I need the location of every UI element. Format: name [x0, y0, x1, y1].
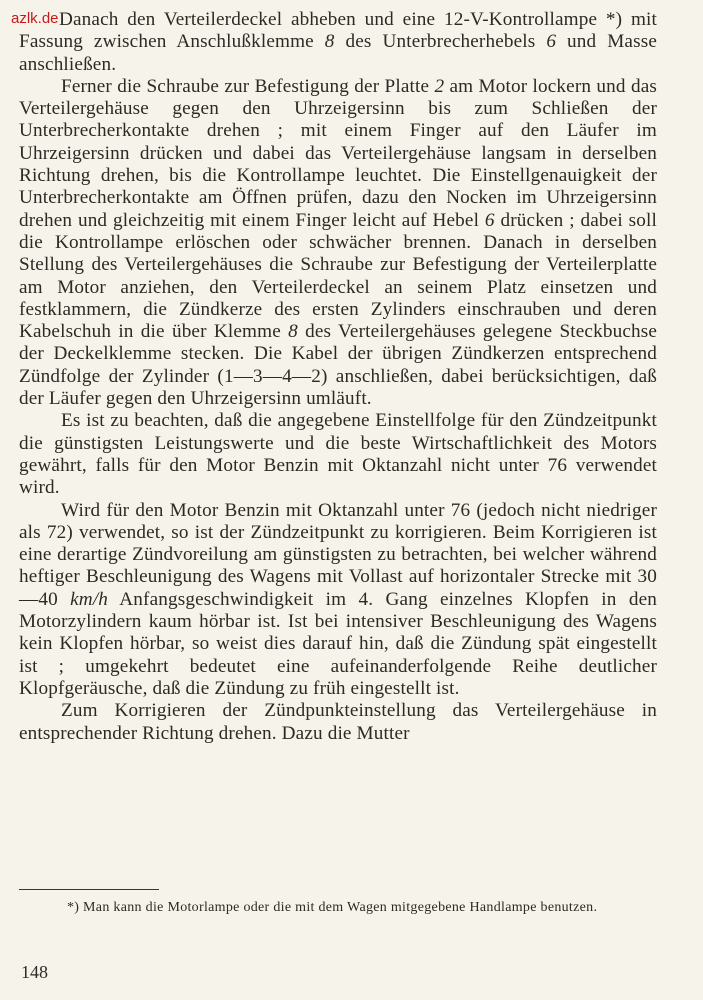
page-number: 148 — [21, 962, 48, 982]
text-run: am Motor lockern und das Verteilergehäuse gegen den Uhrzeigersinn bis zum Schließen der Unterbrecherkontakte drehen ; mit einem Finger auf den Läufer im Uhrzeigersinn drücken und dabei das Verteilergehäuse langsam in derselben Richtung drehen, bis die Kontrollampe leuchtet. Die Einstellgenauigkeit der Unterbrecherkontakte am Öffnen prüfen, dazu den Nocken im Uhrzeigersinn drehen und gleichzeitig mit einem Finger leicht auf Hebel — [19, 75, 657, 231]
italic-text-run: 6 — [546, 31, 557, 53]
text-run: des Unterbrecherhebels — [334, 31, 547, 53]
text-run: Ferner die Schraube zur Befestigung der Platte — [61, 75, 435, 97]
watermark: azlk.de — [11, 10, 59, 27]
paragraph-1-text — [19, 9, 657, 75]
footnote-divider — [19, 889, 159, 890]
italic-text-run: 2 — [434, 75, 445, 97]
text-run: Danach den Verteilerdeckel abheben und eine 12-V-Kontrollampe *) mit Fassung zwischen Anschlußklemme — [19, 9, 657, 53]
footnote: *) Man kann die Motorlampe oder die mit dem Wagen mitgegebene Handlampe benutzen. — [67, 900, 598, 915]
text-run: Es ist zu beachten, daß die angegebene Einstellfolge für den Zündzeitpunkt die günstigsten Leistungswerte und die beste Wirtschaftlichkeit des Motors gewährt, falls für den Motor Benzin mit Oktanzahl nicht unter 76 verwendet wird. — [19, 410, 657, 499]
paragraph-4 — [19, 500, 657, 701]
paragraph-3 — [19, 410, 657, 499]
text-run: Wird für den Motor Benzin mit Oktanzahl unter 76 (jedoch nicht niedriger als 72) verwendet, so ist der Zündzeitpunkt zu korrigieren. Beim Korrigieren ist eine derartige Zündvoreilung am günstigsten zu betrachten, bei welcher während heftiger Beschleunigung des Wagens mit Vollast auf horizontaler Strecke mit 30—40 — [19, 499, 657, 610]
italic-text-run: km/h — [70, 588, 109, 610]
italic-text-run: 6 — [484, 209, 495, 231]
text-run: und Masse anschließen. — [19, 31, 658, 75]
paragraph-2 — [19, 76, 657, 410]
text-run: des Verteilergehäuses gelegene Steckbuchse der Deckelklemme stecken. Die Kabel der übrigen Zündkerzen entsprechend Zündfolge der Zylinder (1—3—4—2) anschließen, dabei berücksichtigen, daß der Läufer gegen den Uhrzeigersinn umläuft. — [19, 321, 658, 410]
text-run: drücken ; dabei soll die Kontrollampe erlöschen oder schwächer brennen. Danach in derselben Stellung des Verteilergehäuses die Schraube zur Befestigung der Verteilerplatte am Motor anziehen, den Verteilerdeckel an seinem Platz einsetzen und festklammern, die Zündkerze des ersten Zylinders einschrauben und deren Kabelschuh in die über Klemme — [19, 209, 657, 343]
paragraph-5 — [19, 700, 657, 745]
paragraph-1 — [19, 9, 657, 76]
italic-text-run: 8 — [324, 31, 335, 53]
text-run: Anfangsgeschwindigkeit im 4. Gang einzelnes Klopfen in den Motorzylindern kaum hörbar ist. Ist bei intensiver Beschleunigung des Wagens kein Klopfen hörbar, so weist dies darauf hin, daß die Zündung spät eingestellt ist ; umgekehrt bedeutet eine aufeinanderfolgende Reihe deutlicher Klopfgeräusche, daß die Zündung zu früh eingestellt ist. — [19, 588, 657, 699]
text-run: Zum Korrigieren der Zündpunkteinstellung das Verteilergehäuse in entsprechender Richtung drehen. Dazu die Mutter — [19, 700, 657, 744]
italic-text-run: 8 — [288, 321, 298, 343]
body-text — [19, 9, 657, 745]
